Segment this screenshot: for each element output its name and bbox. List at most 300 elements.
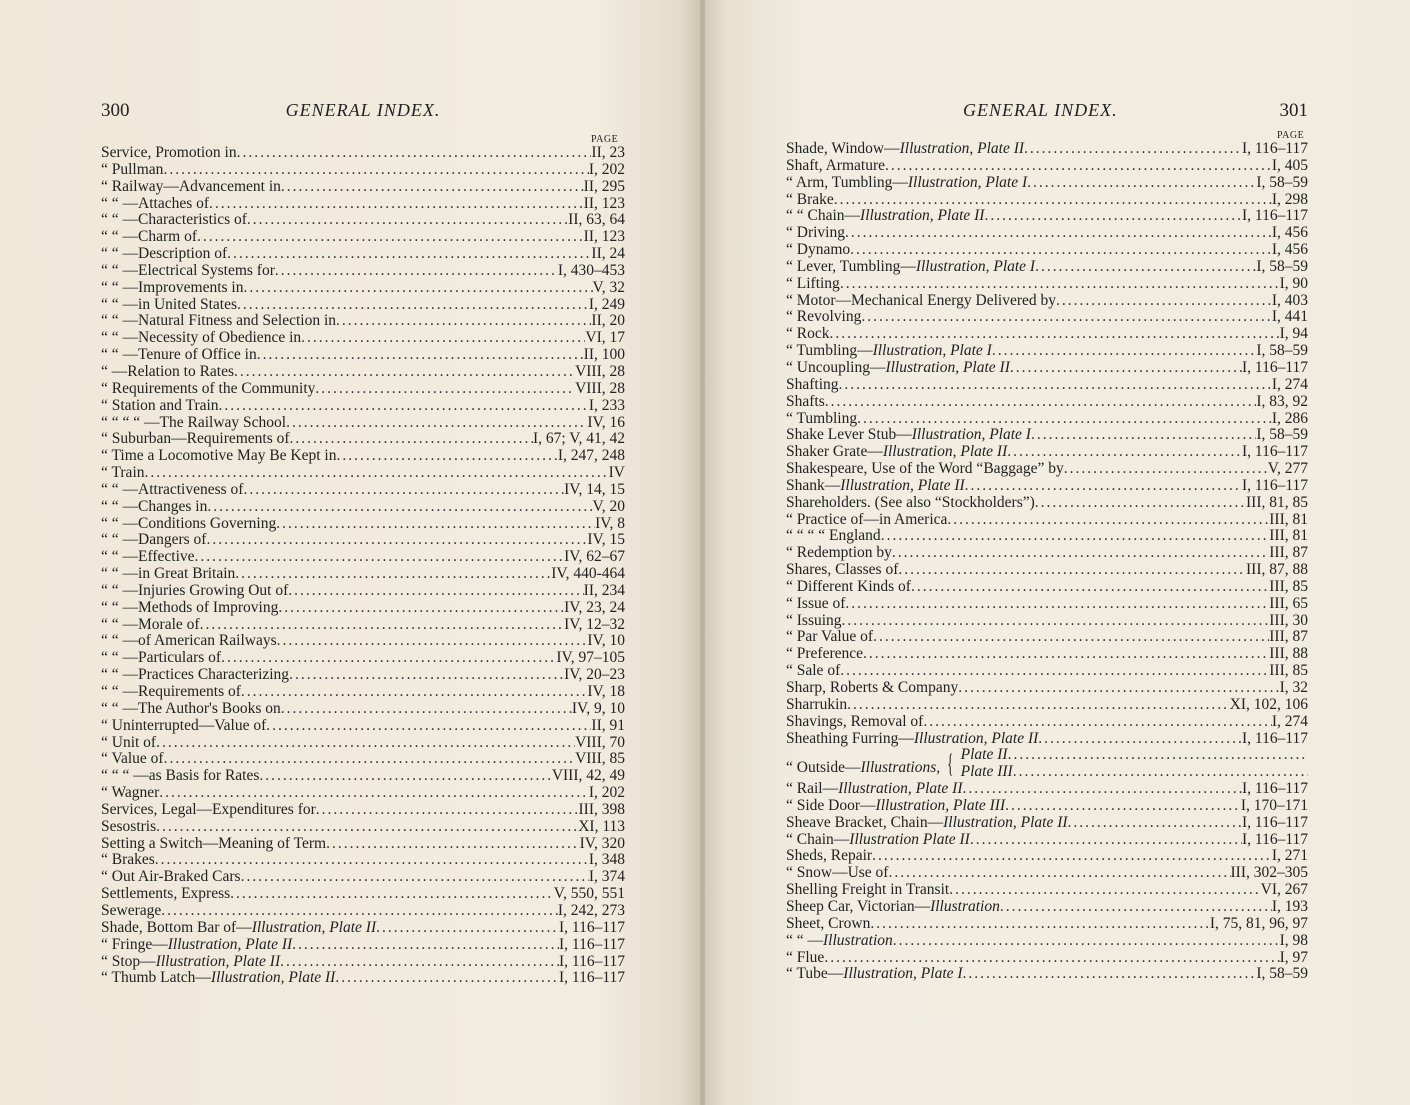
entry-heading: “ Chain— bbox=[786, 831, 850, 848]
entry-ref: I, 374 bbox=[588, 869, 625, 886]
index-entry bbox=[101, 852, 625, 869]
entry-text bbox=[786, 714, 923, 731]
entry-heading: “ Value of bbox=[101, 751, 164, 768]
entry-text bbox=[101, 196, 209, 213]
entry-heading: “ Revolving bbox=[786, 309, 862, 326]
entry-heading: Shade, Bottom Bar of— bbox=[101, 919, 252, 936]
entry-text bbox=[101, 718, 266, 735]
index-entry bbox=[101, 381, 625, 398]
entry-text bbox=[786, 646, 863, 663]
index-entry bbox=[101, 617, 625, 634]
dot-leader bbox=[863, 646, 1269, 663]
index-entry bbox=[101, 364, 625, 381]
entry-ref: IV, 15 bbox=[587, 532, 625, 549]
sub-entry bbox=[961, 747, 1308, 764]
entry-italic: Illustration, Plate II bbox=[913, 730, 1039, 747]
index-entry bbox=[786, 343, 1308, 360]
entry-text bbox=[101, 297, 237, 314]
entry-heading: “ Uncoupling— bbox=[786, 359, 886, 376]
dot-leader bbox=[241, 869, 589, 886]
entry-heading: “ “ —Requirements of bbox=[101, 684, 241, 700]
entry-ref: V, 277 bbox=[1267, 461, 1308, 478]
entry-heading: “ “ —Improvements in bbox=[101, 279, 244, 296]
entry-text bbox=[786, 629, 873, 646]
dot-leader bbox=[156, 819, 578, 836]
index-entry bbox=[101, 785, 625, 802]
entry-heading: “ “ —Practices Characterizing bbox=[101, 667, 290, 684]
entry-text bbox=[101, 280, 243, 297]
entry-ref: III, 302–305 bbox=[1230, 865, 1308, 882]
index-entry bbox=[786, 495, 1308, 512]
entry-text bbox=[786, 293, 1056, 310]
entry-text bbox=[786, 175, 1027, 192]
dot-leader bbox=[227, 246, 591, 263]
dot-leader bbox=[316, 802, 579, 819]
entry-heading: “ “ —Description of bbox=[101, 246, 228, 263]
entry-text bbox=[101, 954, 280, 971]
entry-heading: “ “ —Characteristics of bbox=[101, 212, 247, 229]
entry-ref: I, 58–59 bbox=[1256, 174, 1308, 191]
index-entry bbox=[786, 545, 1308, 562]
entry-ref: IV, 12–32 bbox=[564, 616, 625, 633]
entry-heading: “ Different Kinds of bbox=[786, 578, 911, 595]
entry-text bbox=[786, 158, 885, 175]
entry-ref: V, 550, 551 bbox=[553, 886, 625, 903]
entry-ref: I, 116–117 bbox=[1241, 814, 1308, 831]
entry-text bbox=[786, 966, 963, 983]
entry-heading: “ Brakes bbox=[101, 852, 155, 869]
entry-text bbox=[101, 398, 219, 415]
index-entry bbox=[786, 697, 1308, 714]
entry-heading: “ Pullman bbox=[101, 161, 164, 178]
entry-heading: Shakespeare, Use of the Word “Baggage” by bbox=[786, 461, 1064, 478]
entry-heading: “ Rock bbox=[786, 326, 830, 343]
sub-entries bbox=[961, 747, 1308, 781]
dot-leader bbox=[845, 225, 1272, 242]
entry-ref: I, 286 bbox=[1271, 410, 1308, 427]
entry-heading: Sheave Bracket, Chain— bbox=[786, 814, 944, 831]
entry-ref: I, 58–59 bbox=[1256, 966, 1308, 983]
dot-leader bbox=[207, 499, 592, 516]
dot-leader bbox=[1000, 899, 1272, 916]
dot-leader bbox=[1007, 444, 1242, 461]
index-entry bbox=[786, 360, 1308, 377]
dot-leader bbox=[145, 465, 609, 482]
entry-ref: III, 81, 85 bbox=[1246, 494, 1308, 511]
entry-ref: I, 116–117 bbox=[1241, 831, 1308, 848]
index-entry bbox=[786, 865, 1308, 882]
entry-ref: I, 116–117 bbox=[558, 970, 625, 987]
dot-leader bbox=[984, 208, 1242, 225]
dot-leader bbox=[861, 309, 1271, 326]
entry-text bbox=[786, 309, 861, 326]
entry-heading: Services, Legal—Expenditures for bbox=[101, 801, 316, 818]
index-entry bbox=[101, 633, 625, 650]
entry-heading: Service, Promotion in bbox=[101, 145, 237, 161]
entry-ref: V, 32 bbox=[592, 279, 625, 296]
dot-leader bbox=[290, 431, 533, 448]
entry-text bbox=[101, 431, 290, 448]
left-page-header bbox=[101, 100, 625, 122]
entry-ref: II, 295 bbox=[583, 178, 625, 195]
dot-leader bbox=[970, 832, 1242, 849]
index-entry bbox=[786, 781, 1308, 798]
index-entry bbox=[101, 937, 625, 954]
entry-text bbox=[101, 819, 156, 836]
entry-text bbox=[101, 364, 234, 381]
entry-ref: I, 247, 248 bbox=[557, 448, 625, 465]
dot-leader bbox=[277, 633, 588, 650]
index-entry bbox=[786, 882, 1308, 899]
dot-leader bbox=[834, 192, 1272, 209]
dot-leader bbox=[326, 836, 580, 853]
entry-ref: I, 116–117 bbox=[558, 936, 625, 953]
entry-ref: I, 116–117 bbox=[1241, 781, 1308, 798]
dot-leader bbox=[281, 701, 572, 718]
entry-italic: Illustration, Plate I bbox=[915, 258, 1036, 275]
entry-text bbox=[101, 330, 301, 347]
dot-leader bbox=[155, 852, 589, 869]
entry-heading: Shafts bbox=[786, 393, 825, 410]
dot-leader bbox=[259, 768, 551, 785]
index-entry bbox=[786, 427, 1308, 444]
index-entry bbox=[101, 347, 625, 364]
entry-ref: IV, 97–105 bbox=[556, 650, 625, 667]
entry-ref: I, 58–59 bbox=[1256, 258, 1308, 275]
entry-ref: IV, 20–23 bbox=[564, 667, 625, 684]
index-entry bbox=[101, 212, 625, 229]
entry-ref: I, 456 bbox=[1271, 242, 1308, 259]
entry-heading: Shaker Grate— bbox=[786, 444, 883, 461]
entry-heading: “ Rail— bbox=[786, 781, 839, 798]
entry-heading: Shank— bbox=[786, 477, 841, 494]
entry-ref: I, 75, 81, 96, 97 bbox=[1209, 915, 1308, 932]
entry-text bbox=[101, 751, 164, 768]
index-entry bbox=[101, 499, 625, 516]
entry-text bbox=[101, 162, 163, 179]
dot-leader bbox=[289, 667, 564, 684]
entry-text bbox=[101, 145, 237, 162]
entry-heading: “ “ —Dangers of bbox=[101, 532, 207, 549]
entry-heading: “ Issuing bbox=[786, 612, 842, 629]
entry-text bbox=[101, 970, 335, 987]
entry-ref: III, 88 bbox=[1269, 646, 1308, 663]
entry-text bbox=[101, 869, 241, 886]
right-page-header bbox=[963, 100, 1308, 122]
entry-text bbox=[101, 212, 247, 229]
dot-leader bbox=[221, 650, 556, 667]
entry-text bbox=[786, 749, 961, 779]
entry-heading: “ Unit of bbox=[101, 734, 157, 751]
entry-ref: VIII, 28 bbox=[575, 363, 625, 380]
entry-text bbox=[786, 461, 1064, 478]
entry-text bbox=[101, 465, 145, 482]
entry-text bbox=[101, 532, 206, 549]
entry-heading: “ Outside— bbox=[786, 759, 861, 777]
dot-leader bbox=[885, 158, 1272, 175]
entry-heading: “ Issue of bbox=[786, 595, 846, 612]
index-entry bbox=[786, 444, 1308, 461]
entry-text bbox=[786, 394, 825, 411]
dot-leader bbox=[276, 516, 595, 533]
dot-leader bbox=[206, 532, 587, 549]
entry-heading: “ Out Air-Braked Cars bbox=[101, 869, 241, 886]
entry-ref: I, 90 bbox=[1279, 275, 1308, 292]
entry-text bbox=[101, 246, 227, 263]
dot-leader bbox=[301, 330, 585, 347]
entry-heading: “ Practice of—in America bbox=[786, 511, 948, 528]
entry-heading: “ Arm, Tumbling— bbox=[786, 174, 908, 191]
entry-heading: “ “ —Injuries Growing Out of bbox=[101, 582, 289, 599]
entry-ref: I, 193 bbox=[1271, 898, 1308, 915]
dot-leader bbox=[1013, 764, 1308, 781]
entry-text bbox=[786, 832, 970, 849]
entry-text bbox=[101, 903, 161, 920]
entry-heading: Settlements, Express bbox=[101, 886, 231, 903]
entry-text bbox=[101, 499, 207, 516]
entry-heading: “ “ —of American Railways bbox=[101, 633, 277, 650]
page-column-label: PAGE bbox=[591, 134, 619, 145]
entry-heading: “ “ — bbox=[786, 932, 824, 949]
entry-text bbox=[786, 731, 1038, 748]
index-entry bbox=[101, 313, 625, 330]
entry-ref: I, 348 bbox=[588, 852, 625, 869]
index-entry bbox=[786, 478, 1308, 495]
entry-text bbox=[786, 680, 958, 697]
dot-leader bbox=[1024, 141, 1242, 158]
index-entry bbox=[101, 263, 625, 280]
index-entry bbox=[786, 192, 1308, 209]
dot-leader bbox=[870, 916, 1209, 933]
entry-text bbox=[786, 512, 947, 529]
entry-heading: “ Stop— bbox=[101, 953, 156, 970]
entry-heading: “ “ —Attractiveness of bbox=[101, 481, 244, 498]
entry-ref: III, 85 bbox=[1269, 578, 1308, 595]
entry-ref: I, 405 bbox=[1271, 157, 1308, 174]
dot-leader bbox=[376, 920, 559, 937]
entry-ref: VIII, 85 bbox=[575, 751, 625, 768]
dot-leader bbox=[947, 512, 1269, 529]
entry-ref: I, 116–117 bbox=[1241, 730, 1308, 747]
entry-text bbox=[786, 697, 847, 714]
index-entry bbox=[786, 259, 1308, 276]
entry-italic: Illustrations, bbox=[860, 759, 941, 777]
entry-ref: II, 23 bbox=[591, 145, 625, 161]
entry-text bbox=[786, 798, 1005, 815]
index-entry bbox=[786, 596, 1308, 613]
entry-italic: Illustration, Plate II bbox=[899, 141, 1025, 157]
index-entry bbox=[101, 970, 625, 987]
index-entry bbox=[786, 613, 1308, 630]
entry-heading: Sharrukin bbox=[786, 696, 848, 713]
index-entry bbox=[101, 196, 625, 213]
dot-leader bbox=[161, 903, 558, 920]
dot-leader bbox=[824, 950, 1279, 967]
index-entry bbox=[101, 431, 625, 448]
entry-text bbox=[101, 768, 259, 785]
entry-text bbox=[101, 836, 326, 853]
index-entry bbox=[101, 145, 625, 162]
dot-leader bbox=[893, 933, 1280, 950]
index-entry bbox=[786, 208, 1308, 225]
index-entry bbox=[101, 330, 625, 347]
index-entry bbox=[786, 966, 1308, 983]
entry-ref: IV, 9, 10 bbox=[571, 700, 625, 717]
entry-heading: Shake Lever Stub— bbox=[786, 427, 912, 444]
entry-ref: VIII, 42, 49 bbox=[551, 768, 625, 785]
index-entry bbox=[101, 600, 625, 617]
entry-heading: “ “ —Effective bbox=[101, 549, 195, 566]
entry-ref: XI, 113 bbox=[578, 818, 625, 835]
entry-ref: I, 430–453 bbox=[557, 262, 625, 279]
index-entry bbox=[786, 158, 1308, 175]
sub-entry-text: Plate II bbox=[960, 747, 1008, 764]
index-entry bbox=[101, 162, 625, 179]
entry-heading: “ Wagner bbox=[101, 785, 160, 802]
entry-heading: “ Redemption by bbox=[786, 545, 892, 562]
index-entry bbox=[101, 650, 625, 667]
entry-text bbox=[786, 225, 845, 242]
entry-heading: “ Suburban—Requirements of bbox=[101, 431, 290, 448]
entry-text bbox=[786, 411, 857, 428]
index-entry bbox=[786, 933, 1308, 950]
index-entry bbox=[101, 718, 625, 735]
entry-heading: “ Requirements of the Community bbox=[101, 380, 316, 397]
entry-heading: “ “ “ “ England bbox=[786, 528, 881, 545]
dot-leader bbox=[336, 448, 557, 465]
entry-ref: III, 81 bbox=[1269, 511, 1308, 528]
index-entry bbox=[786, 276, 1308, 293]
entry-text bbox=[786, 377, 839, 394]
index-entries bbox=[101, 145, 625, 987]
index-entry bbox=[786, 680, 1308, 697]
entry-text bbox=[101, 583, 288, 600]
entry-ref: VI, 267 bbox=[1260, 882, 1308, 899]
entry-heading: “ Flue bbox=[786, 949, 825, 966]
entry-text bbox=[101, 516, 276, 533]
entry-text bbox=[786, 427, 1031, 444]
entry-text bbox=[786, 579, 911, 596]
entry-heading: Sheep Car, Victorian— bbox=[786, 898, 931, 915]
entry-italic: Illustration, Plate II bbox=[860, 208, 985, 225]
entry-text bbox=[101, 735, 156, 752]
entry-italic: Illustration, Plate II bbox=[155, 953, 281, 970]
index-entry bbox=[101, 954, 625, 971]
dot-leader bbox=[336, 313, 591, 330]
entry-text bbox=[101, 482, 243, 499]
index-entry bbox=[786, 815, 1308, 832]
entry-heading: “ “ —Tenure of Office in bbox=[101, 347, 257, 364]
dot-leader bbox=[1056, 293, 1272, 310]
entry-ref: XI, 102, 106 bbox=[1229, 696, 1308, 713]
entry-ref: I, 298 bbox=[1271, 191, 1308, 208]
page-column-label: PAGE bbox=[1277, 130, 1305, 141]
entry-ref: III, 81 bbox=[1269, 528, 1308, 545]
index-entry bbox=[786, 175, 1308, 192]
entry-italic: Illustration, Plate I bbox=[872, 343, 992, 360]
entry-heading: “ Driving bbox=[786, 225, 845, 242]
entry-italic: Illustration, Plate II bbox=[943, 814, 1068, 831]
index-entry bbox=[786, 326, 1308, 343]
dot-leader bbox=[881, 528, 1270, 545]
entry-ref: I, 271 bbox=[1271, 848, 1308, 865]
entry-text bbox=[101, 667, 289, 684]
entry-ref: V, 20 bbox=[592, 498, 625, 515]
entry-heading: “ Motor—Mechanical Energy Delivered by bbox=[786, 292, 1057, 309]
entry-text bbox=[101, 549, 195, 566]
index-entry bbox=[101, 735, 625, 752]
sub-entry-text: Plate III bbox=[960, 763, 1013, 781]
entry-heading: “ Time a Locomotive May Be Kept in bbox=[101, 448, 337, 465]
entry-ref: I, 58–59 bbox=[1256, 427, 1308, 444]
brace: { bbox=[947, 749, 954, 779]
entry-ref: I, 98 bbox=[1279, 932, 1308, 949]
entry-heading: Shares, Classes of bbox=[786, 562, 899, 579]
entry-ref: III, 87 bbox=[1269, 545, 1308, 562]
entry-ref: II, 234 bbox=[583, 582, 625, 599]
index-entry bbox=[101, 768, 625, 785]
dot-leader bbox=[1064, 461, 1268, 478]
entry-heading: “ “ “ —as Basis for Rates bbox=[101, 768, 260, 785]
dot-leader bbox=[209, 196, 584, 213]
entry-ref: IV bbox=[608, 465, 625, 482]
dot-leader bbox=[280, 954, 559, 971]
dot-leader bbox=[200, 617, 565, 634]
entry-ref: I, 97 bbox=[1279, 949, 1308, 966]
index-entry bbox=[101, 667, 625, 684]
entry-text bbox=[101, 852, 155, 869]
dot-leader bbox=[241, 684, 588, 701]
index-entry bbox=[786, 714, 1308, 731]
entry-italic: Illustration bbox=[823, 932, 893, 949]
index-entry bbox=[786, 848, 1308, 865]
entry-ref: I, 233 bbox=[588, 397, 625, 414]
entry-text bbox=[786, 326, 829, 343]
entry-heading: “ Sale of bbox=[786, 663, 841, 680]
page-number: 301 bbox=[1279, 100, 1308, 121]
entry-ref: I, 116–117 bbox=[1241, 477, 1308, 494]
entry-ref: I, 274 bbox=[1271, 713, 1308, 730]
entry-heading: “ Snow—Use of bbox=[786, 865, 889, 882]
entry-ref: III, 65 bbox=[1269, 595, 1308, 612]
dot-leader bbox=[839, 377, 1272, 394]
dot-leader bbox=[164, 751, 576, 768]
entry-heading: “ “ —in Great Britain bbox=[101, 566, 236, 583]
entry-ref: I, 116–117 bbox=[558, 919, 625, 936]
index-entry bbox=[786, 899, 1308, 916]
index-entry bbox=[786, 832, 1308, 849]
entry-heading: “ “ —Attaches of bbox=[101, 195, 210, 212]
dot-leader bbox=[195, 549, 565, 566]
entry-ref: I, 403 bbox=[1271, 292, 1308, 309]
dot-leader bbox=[230, 886, 554, 903]
entry-ref: I, 32 bbox=[1279, 680, 1308, 696]
entry-heading: Sharp, Roberts & Company bbox=[786, 680, 959, 696]
entry-heading: “ “ —Necessity of Obedience in bbox=[101, 330, 302, 347]
entry-italic: Illustration, Plate II bbox=[838, 781, 963, 798]
entry-text bbox=[786, 444, 1007, 461]
index-entry bbox=[786, 950, 1308, 967]
entry-ref: I, 67; V, 41, 42 bbox=[532, 431, 625, 448]
entry-heading: “ “ Chain— bbox=[786, 208, 861, 225]
dot-leader bbox=[286, 415, 587, 432]
index-entry bbox=[786, 394, 1308, 411]
entry-ref: III, 30 bbox=[1269, 612, 1308, 629]
entry-ref: II, 123 bbox=[583, 229, 625, 246]
dot-leader bbox=[219, 398, 589, 415]
entry-text bbox=[101, 313, 336, 330]
dot-leader bbox=[963, 781, 1242, 798]
